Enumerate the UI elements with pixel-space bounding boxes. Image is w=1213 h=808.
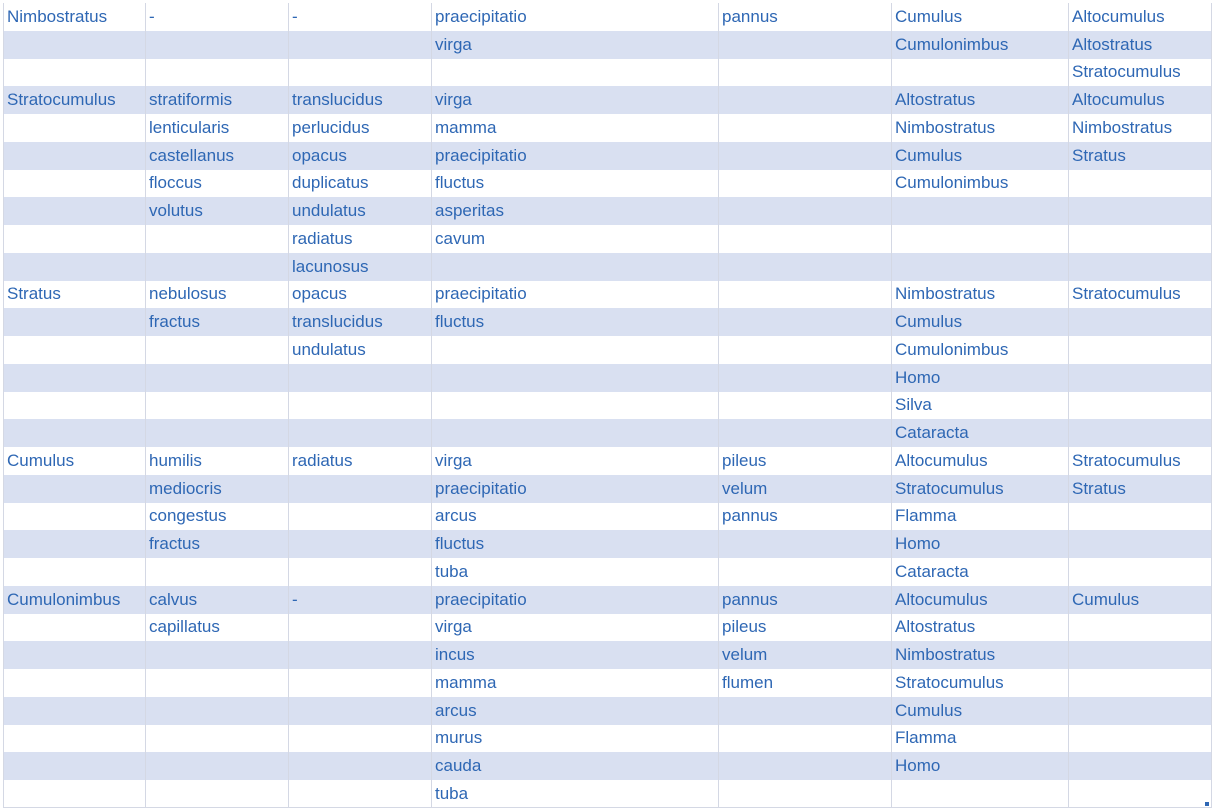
table-body [4, 3, 1212, 808]
table-cell-supplementary-feature[interactable]: praecipitatio [432, 142, 719, 170]
table-row [4, 558, 1212, 586]
table-cell-supplementary-feature[interactable] [432, 336, 719, 364]
table-cell-accessory-cloud[interactable] [719, 59, 892, 87]
table-cell-transforms-into[interactable] [1069, 697, 1212, 725]
table-cell-accessory-cloud[interactable] [719, 197, 892, 225]
table-cell-accessory-cloud[interactable] [719, 281, 892, 309]
table-cell-mother-cloud[interactable]: Silva [892, 392, 1069, 420]
table-cell-genus[interactable] [4, 475, 146, 503]
table-cell-mother-cloud[interactable]: Altocumulus [892, 447, 1069, 475]
table-cell-accessory-cloud[interactable] [719, 530, 892, 558]
table-row [4, 31, 1212, 59]
table-cell-genus[interactable] [4, 530, 146, 558]
table-cell-species[interactable]: congestus [146, 503, 289, 531]
table-row [4, 253, 1212, 281]
table-cell-accessory-cloud[interactable]: pannus [719, 503, 892, 531]
table-cell-transforms-into[interactable]: Stratocumulus [1069, 447, 1212, 475]
table-cell-genus[interactable]: Stratus [4, 281, 146, 309]
table-cell-supplementary-feature[interactable]: virga [432, 86, 719, 114]
table-cell-mother-cloud[interactable]: Homo [892, 530, 1069, 558]
table-cell-transforms-into[interactable] [1069, 614, 1212, 642]
table-cell-mother-cloud[interactable]: Cumulonimbus [892, 170, 1069, 198]
table-cell-accessory-cloud[interactable] [719, 142, 892, 170]
table-cell-accessory-cloud[interactable]: flumen [719, 669, 892, 697]
table-cell-species[interactable]: stratiformis [146, 86, 289, 114]
table-cell-variety[interactable] [289, 641, 432, 669]
table-row [4, 392, 1212, 420]
table-cell-transforms-into[interactable] [1069, 503, 1212, 531]
table-cell-supplementary-feature[interactable]: praecipitatio [432, 475, 719, 503]
table-cell-transforms-into[interactable] [1069, 308, 1212, 336]
table-cell-transforms-into[interactable] [1069, 669, 1212, 697]
table-cell-accessory-cloud[interactable] [719, 225, 892, 253]
table-cell-variety[interactable]: opacus [289, 142, 432, 170]
table-cell-supplementary-feature[interactable]: virga [432, 447, 719, 475]
table-cell-mother-cloud[interactable]: Cataracta [892, 419, 1069, 447]
table-cell-genus[interactable] [4, 697, 146, 725]
table-cell-mother-cloud[interactable]: Homo [892, 752, 1069, 780]
table-cell-supplementary-feature[interactable]: incus [432, 641, 719, 669]
table-row [4, 197, 1212, 225]
cloud-classification-table [3, 3, 1212, 808]
table-cell-supplementary-feature[interactable]: arcus [432, 503, 719, 531]
table-cell-accessory-cloud[interactable]: velum [719, 475, 892, 503]
table-cell-variety[interactable] [289, 59, 432, 87]
table-row [4, 697, 1212, 725]
table-cell-transforms-into[interactable]: Stratus [1069, 142, 1212, 170]
table-cell-supplementary-feature[interactable]: asperitas [432, 197, 719, 225]
table-cell-genus[interactable] [4, 364, 146, 392]
table-cell-mother-cloud[interactable] [892, 197, 1069, 225]
table-cell-mother-cloud[interactable]: Nimbostratus [892, 641, 1069, 669]
table-row [4, 142, 1212, 170]
table-row [4, 669, 1212, 697]
table-cell-variety[interactable] [289, 558, 432, 586]
table-cell-mother-cloud[interactable]: Flamma [892, 725, 1069, 753]
table-cell-accessory-cloud[interactable] [719, 170, 892, 198]
table-cell-mother-cloud[interactable]: Altocumulus [892, 586, 1069, 614]
table-cell-supplementary-feature[interactable]: virga [432, 614, 719, 642]
table-cell-species[interactable]: humilis [146, 447, 289, 475]
table-cell-transforms-into[interactable] [1069, 336, 1212, 364]
table-row [4, 530, 1212, 558]
table-row [4, 447, 1212, 475]
table-cell-supplementary-feature[interactable] [432, 253, 719, 281]
table-cell-species[interactable] [146, 752, 289, 780]
table-cell-species[interactable] [146, 364, 289, 392]
table-row [4, 752, 1212, 780]
table-cell-accessory-cloud[interactable] [719, 697, 892, 725]
table-cell-species[interactable] [146, 225, 289, 253]
cloud-classification-sheet [3, 3, 1211, 808]
table-cell-genus[interactable] [4, 392, 146, 420]
table-row [4, 308, 1212, 336]
table-cell-variety[interactable]: lacunosus [289, 253, 432, 281]
table-cell-supplementary-feature[interactable]: praecipitatio [432, 586, 719, 614]
table-cell-genus[interactable] [4, 308, 146, 336]
table-cell-transforms-into[interactable] [1069, 530, 1212, 558]
table-row [4, 3, 1212, 31]
table-cell-supplementary-feature[interactable]: cavum [432, 225, 719, 253]
table-cell-supplementary-feature[interactable]: praecipitatio [432, 3, 719, 31]
table-cell-species[interactable] [146, 31, 289, 59]
table-cell-mother-cloud[interactable]: Cumulus [892, 697, 1069, 725]
table-cell-variety[interactable]: - [289, 3, 432, 31]
table-cell-transforms-into[interactable]: Nimbostratus [1069, 114, 1212, 142]
table-row [4, 725, 1212, 753]
table-cell-supplementary-feature[interactable]: fluctus [432, 530, 719, 558]
table-cell-transforms-into[interactable]: Stratocumulus [1069, 59, 1212, 87]
table-cell-accessory-cloud[interactable]: pannus [719, 3, 892, 31]
table-cell-genus[interactable]: Stratocumulus [4, 86, 146, 114]
table-row [4, 419, 1212, 447]
table-cell-supplementary-feature[interactable]: mamma [432, 114, 719, 142]
table-cell-mother-cloud[interactable]: Stratocumulus [892, 475, 1069, 503]
table-cell-supplementary-feature[interactable]: arcus [432, 697, 719, 725]
table-cell-transforms-into[interactable] [1069, 725, 1212, 753]
table-cell-transforms-into[interactable] [1069, 752, 1212, 780]
table-cell-transforms-into[interactable] [1069, 253, 1212, 281]
table-cell-accessory-cloud[interactable] [719, 308, 892, 336]
table-cell-species[interactable] [146, 697, 289, 725]
table-cell-mother-cloud[interactable]: Altostratus [892, 86, 1069, 114]
table-cell-species[interactable]: fractus [146, 530, 289, 558]
table-cell-species[interactable] [146, 725, 289, 753]
table-cell-genus[interactable] [4, 669, 146, 697]
table-cell-transforms-into[interactable]: Altocumulus [1069, 86, 1212, 114]
table-cell-mother-cloud[interactable]: Stratocumulus [892, 669, 1069, 697]
table-cell-transforms-into[interactable]: Cumulus [1069, 586, 1212, 614]
table-cell-mother-cloud[interactable]: Nimbostratus [892, 114, 1069, 142]
table-cell-variety[interactable] [289, 364, 432, 392]
table-cell-supplementary-feature[interactable]: murus [432, 725, 719, 753]
table-cell-mother-cloud[interactable]: Nimbostratus [892, 281, 1069, 309]
table-cell-genus[interactable] [4, 170, 146, 198]
table-cell-transforms-into[interactable]: Altostratus [1069, 31, 1212, 59]
table-cell-variety[interactable]: undulatus [289, 336, 432, 364]
table-cell-variety[interactable] [289, 31, 432, 59]
table-cell-transforms-into[interactable] [1069, 364, 1212, 392]
table-cell-genus[interactable] [4, 614, 146, 642]
table-cell-variety[interactable]: radiatus [289, 225, 432, 253]
table-cell-variety[interactable]: perlucidus [289, 114, 432, 142]
table-cell-accessory-cloud[interactable] [719, 392, 892, 420]
table-cell-species[interactable] [146, 669, 289, 697]
table-cell-variety[interactable] [289, 392, 432, 420]
table-cell-transforms-into[interactable] [1069, 641, 1212, 669]
table-cell-genus[interactable]: Nimbostratus [4, 3, 146, 31]
table-cell-genus[interactable] [4, 59, 146, 87]
table-cell-transforms-into[interactable] [1069, 419, 1212, 447]
table-cell-mother-cloud[interactable]: Cumulus [892, 3, 1069, 31]
table-cell-species[interactable]: castellanus [146, 142, 289, 170]
table-cell-accessory-cloud[interactable]: pileus [719, 614, 892, 642]
table-cell-mother-cloud[interactable]: Cumulus [892, 308, 1069, 336]
table-cell-accessory-cloud[interactable] [719, 86, 892, 114]
table-cell-variety[interactable] [289, 697, 432, 725]
table-row [4, 114, 1212, 142]
table-cell-supplementary-feature[interactable]: tuba [432, 558, 719, 586]
table-cell-genus[interactable] [4, 641, 146, 669]
table-cell-transforms-into[interactable] [1069, 170, 1212, 198]
table-cell-supplementary-feature[interactable] [432, 392, 719, 420]
table-cell-genus[interactable] [4, 558, 146, 586]
table-cell-species[interactable]: floccus [146, 170, 289, 198]
table-cell-species[interactable]: capillatus [146, 614, 289, 642]
table-cell-mother-cloud[interactable]: Cumulus [892, 142, 1069, 170]
table-cell-variety[interactable] [289, 419, 432, 447]
table-row [4, 336, 1212, 364]
table-cell-supplementary-feature[interactable]: praecipitatio [432, 281, 719, 309]
table-cell-accessory-cloud[interactable]: pileus [719, 447, 892, 475]
table-cell-transforms-into[interactable] [1069, 392, 1212, 420]
table-row [4, 475, 1212, 503]
table-cell-accessory-cloud[interactable]: pannus [719, 586, 892, 614]
table-cell-variety[interactable]: opacus [289, 281, 432, 309]
table-cell-variety[interactable]: undulatus [289, 197, 432, 225]
table-cell-transforms-into[interactable]: Altocumulus [1069, 3, 1212, 31]
table-cell-genus[interactable] [4, 197, 146, 225]
table-cell-genus[interactable] [4, 31, 146, 59]
table-cell-species[interactable] [146, 253, 289, 281]
table-cell-genus[interactable] [4, 419, 146, 447]
table-cell-supplementary-feature[interactable]: tuba [432, 780, 719, 808]
table-cell-species[interactable]: mediocris [146, 475, 289, 503]
table-cell-accessory-cloud[interactable]: velum [719, 641, 892, 669]
table-cell-accessory-cloud[interactable] [719, 31, 892, 59]
table-cell-variety[interactable] [289, 475, 432, 503]
table-cell-species[interactable] [146, 558, 289, 586]
table-cell-accessory-cloud[interactable] [719, 752, 892, 780]
table-cell-mother-cloud[interactable]: Cumulonimbus [892, 31, 1069, 59]
table-cell-species[interactable]: lenticularis [146, 114, 289, 142]
table-cell-species[interactable] [146, 419, 289, 447]
table-cell-mother-cloud[interactable]: Cumulonimbus [892, 336, 1069, 364]
table-cell-accessory-cloud[interactable] [719, 114, 892, 142]
table-cell-variety[interactable] [289, 752, 432, 780]
table-cell-species[interactable]: nebulosus [146, 281, 289, 309]
table-cell-genus[interactable] [4, 253, 146, 281]
table-cell-mother-cloud[interactable] [892, 59, 1069, 87]
table-cell-mother-cloud[interactable]: Cataracta [892, 558, 1069, 586]
table-cell-genus[interactable] [4, 336, 146, 364]
table-cell-genus[interactable] [4, 114, 146, 142]
table-cell-genus[interactable]: Cumulonimbus [4, 586, 146, 614]
table-row [4, 86, 1212, 114]
table-row [4, 281, 1212, 309]
table-cell-variety[interactable] [289, 669, 432, 697]
table-cell-mother-cloud[interactable] [892, 253, 1069, 281]
table-cell-accessory-cloud[interactable] [719, 336, 892, 364]
table-row [4, 586, 1212, 614]
table-row [4, 641, 1212, 669]
table-cell-accessory-cloud[interactable] [719, 558, 892, 586]
table-cell-variety[interactable] [289, 530, 432, 558]
table-cell-species[interactable]: volutus [146, 197, 289, 225]
table-cell-species[interactable] [146, 641, 289, 669]
table-cell-supplementary-feature[interactable] [432, 364, 719, 392]
table-cell-species[interactable] [146, 59, 289, 87]
table-cell-variety[interactable] [289, 503, 432, 531]
table-row [4, 225, 1212, 253]
table-cell-accessory-cloud[interactable] [719, 419, 892, 447]
table-cell-species[interactable]: calvus [146, 586, 289, 614]
table-cell-supplementary-feature[interactable]: fluctus [432, 308, 719, 336]
table-cell-genus[interactable] [4, 225, 146, 253]
table-cell-supplementary-feature[interactable]: mamma [432, 669, 719, 697]
table-cell-supplementary-feature[interactable] [432, 59, 719, 87]
table-cell-supplementary-feature[interactable]: virga [432, 31, 719, 59]
table-cell-transforms-into[interactable] [1069, 197, 1212, 225]
table-cell-mother-cloud[interactable] [892, 225, 1069, 253]
table-cell-variety[interactable]: translucidus [289, 308, 432, 336]
table-cell-transforms-into[interactable]: Stratocumulus [1069, 281, 1212, 309]
table-cell-variety[interactable]: duplicatus [289, 170, 432, 198]
table-cell-genus[interactable] [4, 752, 146, 780]
table-cell-variety[interactable]: radiatus [289, 447, 432, 475]
table-cell-species[interactable]: - [146, 3, 289, 31]
table-cell-species[interactable]: fractus [146, 308, 289, 336]
table-cell-mother-cloud[interactable]: Homo [892, 364, 1069, 392]
table-cell-variety[interactable] [289, 725, 432, 753]
table-cell-accessory-cloud[interactable] [719, 253, 892, 281]
table-cell-species[interactable] [146, 392, 289, 420]
table-cell-supplementary-feature[interactable]: fluctus [432, 170, 719, 198]
table-row [4, 364, 1212, 392]
table-cell-mother-cloud[interactable]: Altostratus [892, 614, 1069, 642]
table-cell-transforms-into[interactable] [1069, 558, 1212, 586]
table-cell-supplementary-feature[interactable] [432, 419, 719, 447]
table-cell-genus[interactable] [4, 503, 146, 531]
table-cell-species[interactable] [146, 336, 289, 364]
table-resize-handle[interactable] [1205, 802, 1209, 806]
table-cell-accessory-cloud[interactable] [719, 364, 892, 392]
table-row [4, 59, 1212, 87]
table-row [4, 503, 1212, 531]
table-cell-transforms-into[interactable]: Stratus [1069, 475, 1212, 503]
table-cell-genus[interactable] [4, 725, 146, 753]
table-cell-variety[interactable] [289, 614, 432, 642]
table-cell-variety[interactable]: - [289, 586, 432, 614]
table-row [4, 170, 1212, 198]
table-cell-genus[interactable]: Cumulus [4, 447, 146, 475]
table-cell-transforms-into[interactable] [1069, 225, 1212, 253]
table-cell-accessory-cloud[interactable] [719, 725, 892, 753]
table-cell-genus[interactable] [4, 142, 146, 170]
table-cell-mother-cloud[interactable]: Flamma [892, 503, 1069, 531]
table-row [4, 614, 1212, 642]
table-cell-variety[interactable]: translucidus [289, 86, 432, 114]
table-cell-supplementary-feature[interactable]: cauda [432, 752, 719, 780]
